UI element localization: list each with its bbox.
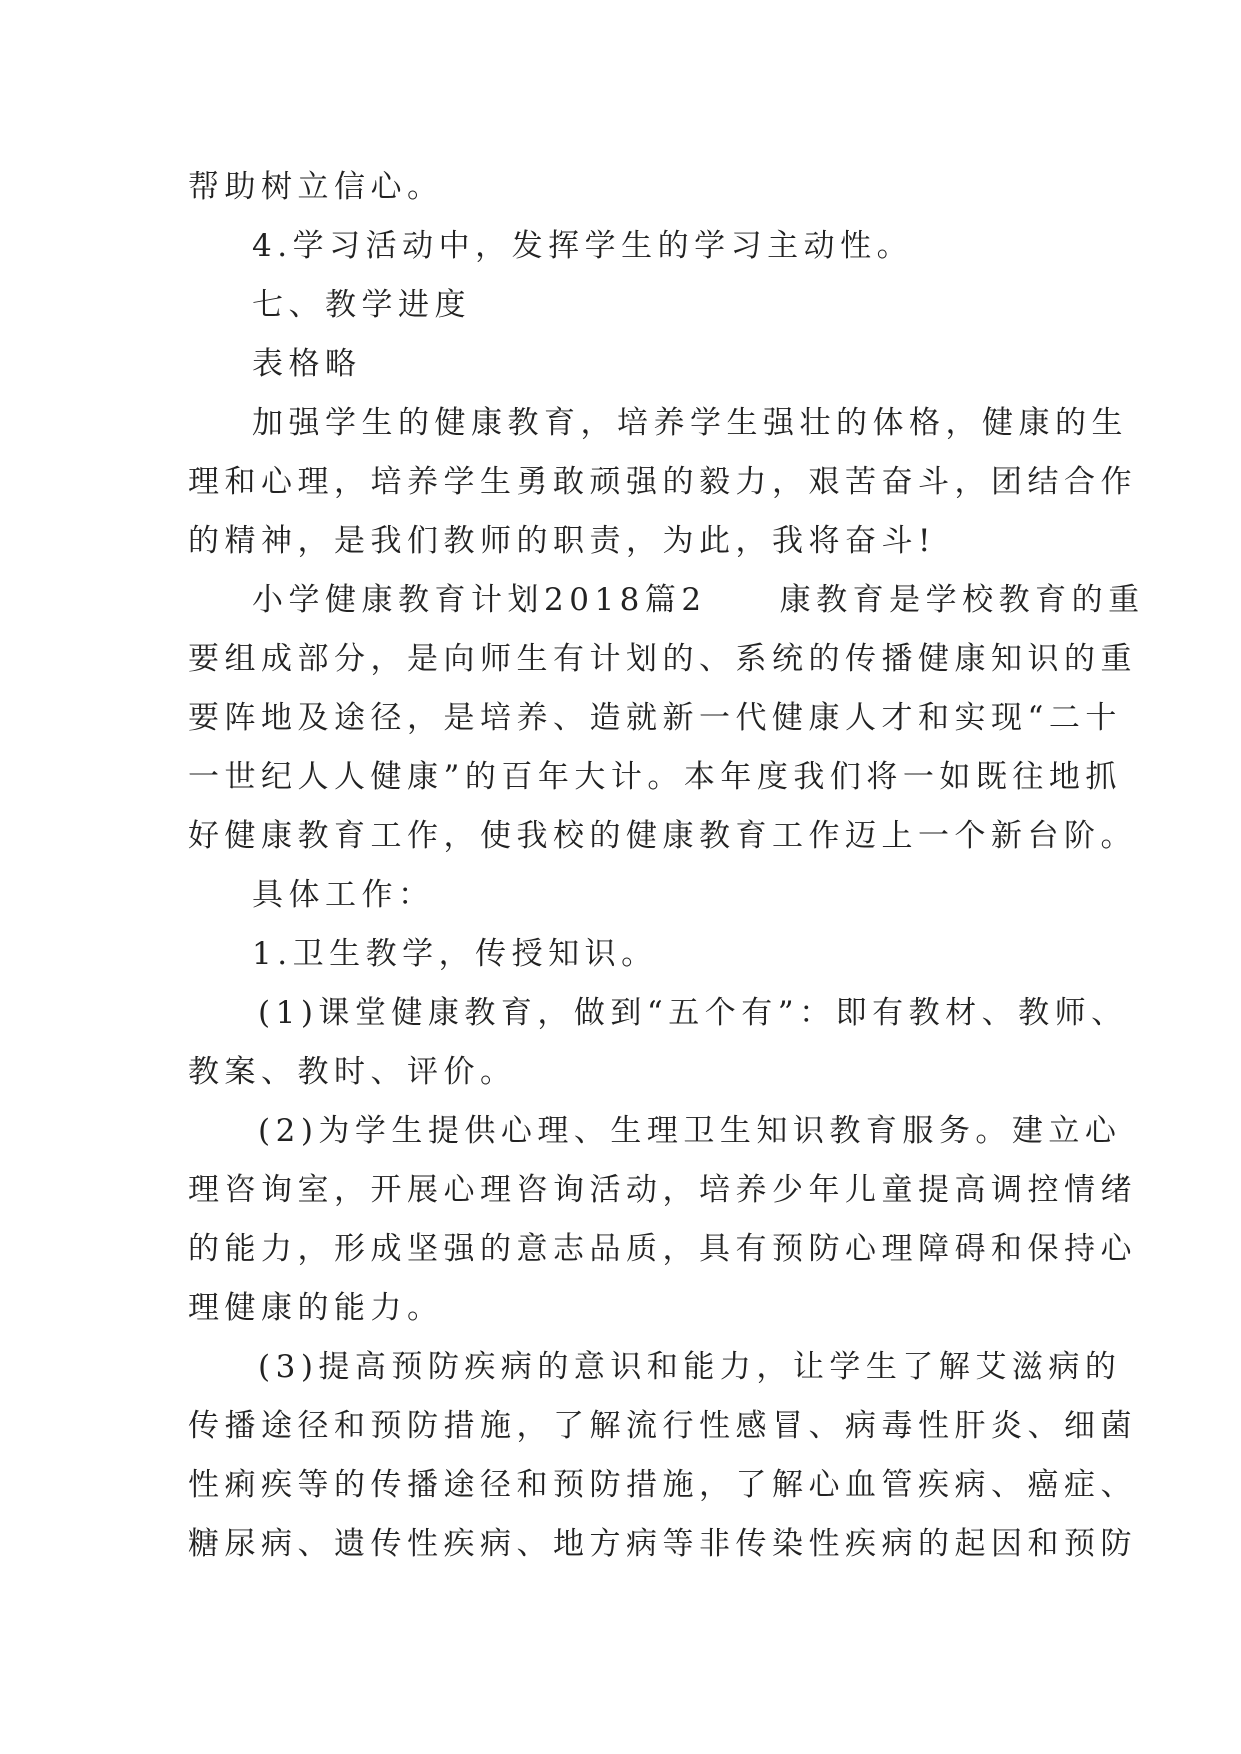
- text-line: 传播途径和预防措施，了解流行性感冒、病毒性肝炎、细菌: [188, 1408, 1137, 1444]
- text-line: 要阵地及途径，是培养、造就新一代健康人才和实现“二十: [188, 700, 1122, 736]
- text-line: 一世纪人人健康”的百年大计。本年度我们将一如既往地抓: [188, 759, 1122, 795]
- text-line: 具体工作：: [252, 877, 435, 913]
- text-line: 好健康教育工作，使我校的健康教育工作迈上一个新台阶。: [188, 818, 1137, 854]
- text-line: (1)课堂健康教育，做到“五个有”：即有教材、教师、: [258, 995, 1128, 1031]
- text-line: 理和心理，培养学生勇敢顽强的毅力，艰苦奋斗，团结合作: [188, 464, 1137, 500]
- text-line: 表格略: [252, 346, 362, 382]
- text-line: 小学健康教育计划2018篇2 康教育是学校教育的重: [252, 582, 1145, 618]
- text-line: 糖尿病、遗传性疾病、地方病等非传染性疾病的起因和预防: [188, 1526, 1137, 1562]
- text-line: 4.学习活动中，发挥学生的学习主动性。: [252, 228, 914, 264]
- text-line: (3)提高预防疾病的意识和能力，让学生了解艾滋病的: [258, 1349, 1122, 1385]
- document-body: [188, 158, 1145, 1574]
- text-line: (2)为学生提供心理、生理卫生知识教育服务。建立心: [258, 1113, 1122, 1149]
- text-line: 加强学生的健康教育，培养学生强壮的体格，健康的生: [252, 405, 1128, 441]
- text-line: 的精神，是我们教师的职责，为此，我将奋斗!: [188, 523, 936, 559]
- text-line: 理健康的能力。: [188, 1290, 444, 1326]
- section-heading: 七、教学进度: [252, 287, 471, 323]
- text-line: 性痢疾等的传播途径和预防措施，了解心血管疾病、癌症、: [188, 1467, 1137, 1503]
- text-line: 理咨询室，开展心理咨询活动，培养少年儿童提高调控情绪: [188, 1172, 1137, 1208]
- text-line: 教案、教时、评价。: [188, 1054, 517, 1090]
- text-line: 要组成部分，是向师生有计划的、系统的传播健康知识的重: [188, 641, 1137, 677]
- text-line: 帮助树立信心。: [188, 169, 444, 205]
- text-line: 的能力，形成坚强的意志品质，具有预防心理障碍和保持心: [188, 1231, 1137, 1267]
- text-line: 1.卫生教学，传授知识。: [252, 936, 658, 972]
